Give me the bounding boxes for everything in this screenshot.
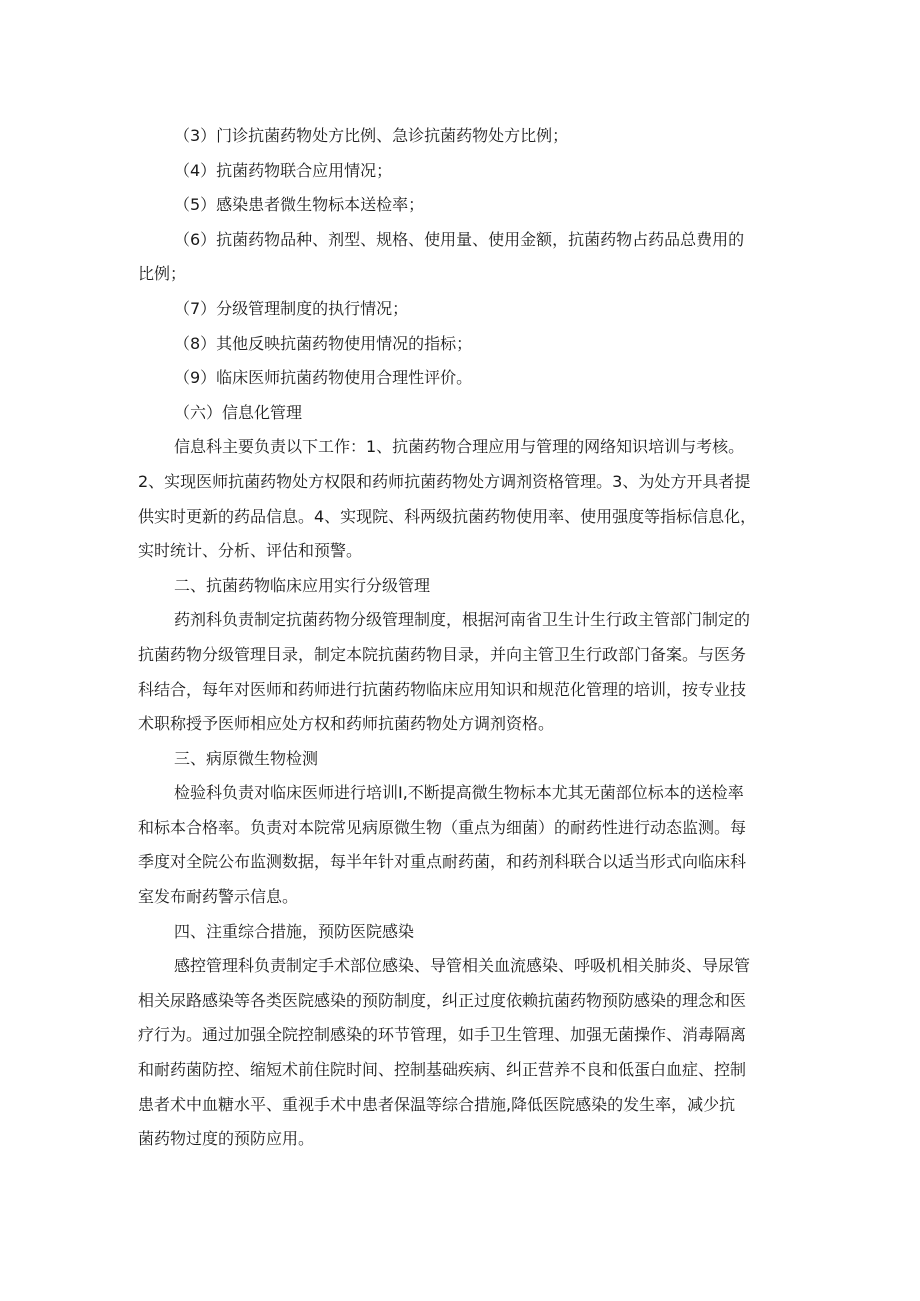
paragraph-line: 感控管理科负责制定手术部位感染、导管相关血流感染、呼吸机相关肺炎、导尿管	[174, 956, 751, 976]
paragraph-line: 室发布耐药警示信息。	[138, 887, 299, 907]
paragraph-line: 信息科主要负责以下工作：1、抗菌药物合理应用与管理的网络知识培训与考核。	[174, 437, 745, 457]
paragraph-line: 疗行为。通过加强全院控制感染的环节管理，如手卫生管理、加强无菌操作、消毒隔离	[138, 1025, 747, 1045]
list-item-3: （3）门诊抗菌药物处方比例、急诊抗菌药物处方比例；	[174, 126, 569, 145]
paragraph-line: 季度对全院公布监测数据，每半年针对重点耐药菌，和药剂科联合以适当形式向临床科	[138, 852, 747, 872]
paragraph-line: 和耐药菌防控、缩短术前住院时间、控制基础疾病、纠正营养不良和低蛋白血症、控制	[138, 1060, 747, 1080]
info-paragraph	[138, 430, 830, 568]
paragraph-line: 和标本合格率。负责对本院常见病原微生物（重点为细菌）的耐药性进行动态监测。每	[138, 817, 747, 837]
list-item-6-line-2: 比例；	[138, 264, 187, 284]
paragraph-3	[138, 776, 830, 914]
section-6-heading: （六）信息化管理	[174, 402, 303, 422]
paragraph-2	[138, 603, 830, 741]
paragraph-line: 菌药物过度的预防应用。	[138, 1129, 315, 1149]
heading-2: 二、抗菌药物临床应用实行分级管理	[174, 575, 431, 595]
list-item-7: （7）分级管理制度的执行情况；	[174, 298, 409, 318]
paragraph-line: 科结合，每年对医师和药师进行抗菌药物临床应用知识和规范化管理的培训，按专业技	[138, 679, 747, 699]
heading-3: 三、病原微生物检测	[174, 748, 319, 768]
list-item-5: （5）感染患者微生物标本送检率；	[174, 195, 425, 215]
paragraph-line: 术职称授予医师相应处方权和药师抗菌药物处方调剂资格。	[138, 714, 555, 734]
paragraph-4	[138, 949, 830, 1157]
list-item-8: （8）其他反映抗菌药物使用情况的指标；	[174, 333, 473, 353]
paragraph-line: 2、实现医师抗菌药物处方权限和药师抗菌药物处方调剂资格管理。3、为处方开具者提	[138, 471, 751, 491]
paragraph-line: 实时统计、分析、评估和预警。	[138, 541, 363, 561]
list-item-4: （4）抗菌药物联合应用情况；	[174, 160, 393, 180]
list-item-6-line-1: （6）抗菌药物品种、剂型、规格、使用量、使用金额，抗菌药物占药品总费用的	[174, 229, 745, 249]
paragraph-line: 相关尿路感染等各类医院感染的预防制度，纠正过度依赖抗菌药物预防感染的理念和医	[138, 990, 747, 1010]
paragraph-line: 供实时更新的药品信息。4、实现院、科两级抗菌药物使用率、使用强度等指标信息化，	[138, 506, 757, 526]
list-item-9: （9）临床医师抗菌药物使用合理性评价。	[174, 368, 473, 388]
paragraph-line: 药剂科负责制定抗菌药物分级管理制度，根据河南省卫生计生行政主管部门制定的	[174, 610, 751, 630]
paragraph-line: 抗菌药物分级管理目录，制定本院抗菌药物目录，并向主管卫生行政部门备案。与医务	[138, 644, 747, 664]
heading-4: 四、注重综合措施，预防医院感染	[174, 921, 415, 941]
paragraph-line: 检验科负责对临床医师进行培训I,不断提高微生物标本尤其无菌部位标本的送检率	[174, 783, 744, 803]
paragraph-line: 患者术中血糖水平、重视手术中患者保温等综合措施,降低医院感染的发生率，减少抗	[138, 1094, 736, 1114]
